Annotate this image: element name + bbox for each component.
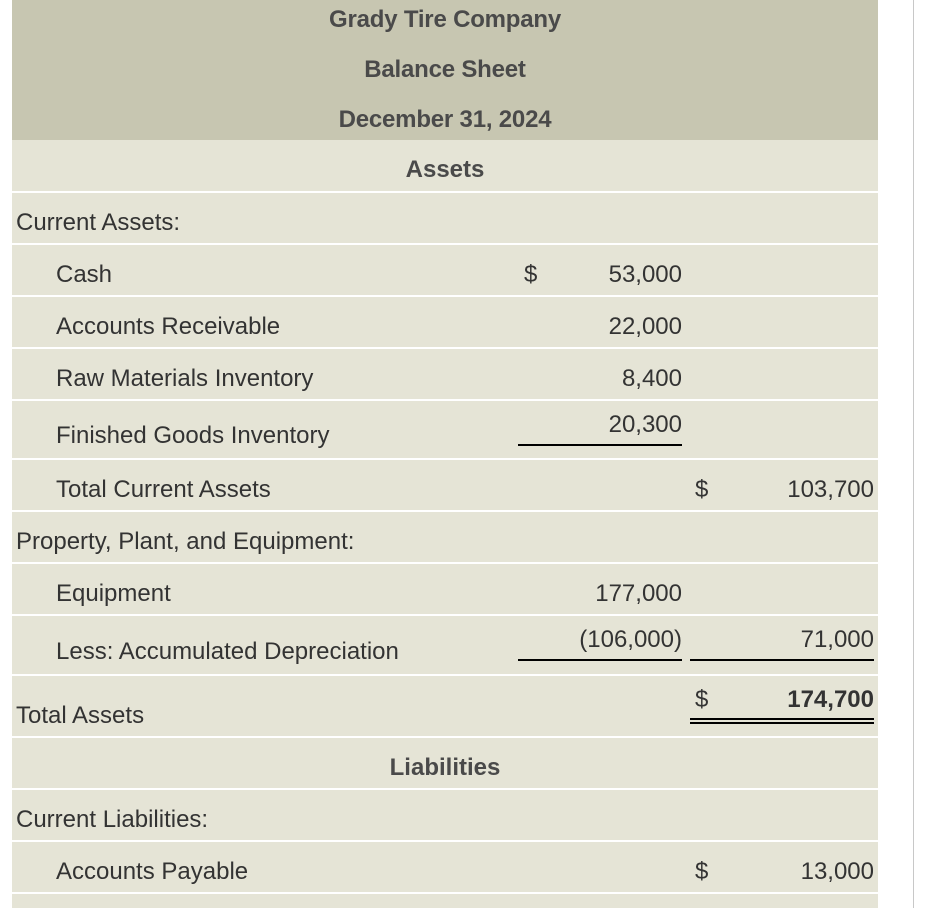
next-row-partial [12,892,878,908]
total-current-assets-label: Total Current Assets [56,476,271,503]
accounts-receivable-label: Accounts Receivable [56,313,281,340]
raw-materials-amount: 8,400 [621,365,682,392]
raw-materials-label: Raw Materials Inventory [56,365,314,392]
accounts-receivable-amount: 22,000 [608,313,682,340]
total-assets-row [12,674,878,736]
cash-currency: $ [524,261,538,288]
company-name: Grady Tire Company [328,6,562,33]
total-assets-label: Total Assets [16,702,145,729]
finished-goods-amount: 20,300 [608,411,682,438]
total-current-assets-row [12,458,878,510]
current-assets-row [12,191,878,243]
total-assets-amount: 174,700 [787,686,874,713]
statement-title: Balance Sheet [364,56,526,83]
finished-goods-row [12,399,878,458]
ppe-row [12,510,878,562]
raw-materials-row [12,347,878,399]
accumulated-depreciation-label: Less: Accumulated Depreciation [56,638,399,665]
total-current-assets-amount: 103,700 [787,476,874,503]
subtotal-underline [518,444,682,446]
accumulated-depreciation-row [12,614,878,674]
total-assets-currency: $ [695,686,709,713]
scroll-divider [913,0,914,908]
balance-sheet [12,0,878,908]
depreciation-underline [518,659,682,661]
current-liabilities-label: Current Liabilities: [16,806,209,833]
accounts-payable-row [12,840,878,892]
sheet-header [12,0,878,140]
statement-date: December 31, 2024 [338,106,552,133]
accounts-payable-currency: $ [695,858,709,885]
current-assets-label: Current Assets: [16,209,181,236]
accounts-payable-label: Accounts Payable [56,858,249,885]
liabilities-heading: Liabilities [389,754,501,781]
total-current-assets-currency: $ [695,476,709,503]
accumulated-depreciation-amount: (106,000) [579,626,682,653]
assets-heading: Assets [405,156,485,183]
total-assets-double-underline [690,718,874,724]
equipment-label: Equipment [56,580,171,607]
cash-label: Cash [56,261,113,288]
accounts-receivable-row [12,295,878,347]
equipment-amount: 177,000 [595,580,682,607]
cash-amount: 53,000 [608,261,682,288]
finished-goods-label: Finished Goods Inventory [56,422,330,449]
net-ppe-amount: 71,000 [800,626,874,653]
equipment-row [12,562,878,614]
liabilities-heading-row [12,736,878,788]
ppe-label: Property, Plant, and Equipment: [16,528,355,555]
assets-heading-row [12,140,878,191]
current-liabilities-row [12,788,878,840]
net-ppe-underline [690,659,874,661]
cash-row [12,243,878,295]
accounts-payable-amount: 13,000 [800,858,874,885]
